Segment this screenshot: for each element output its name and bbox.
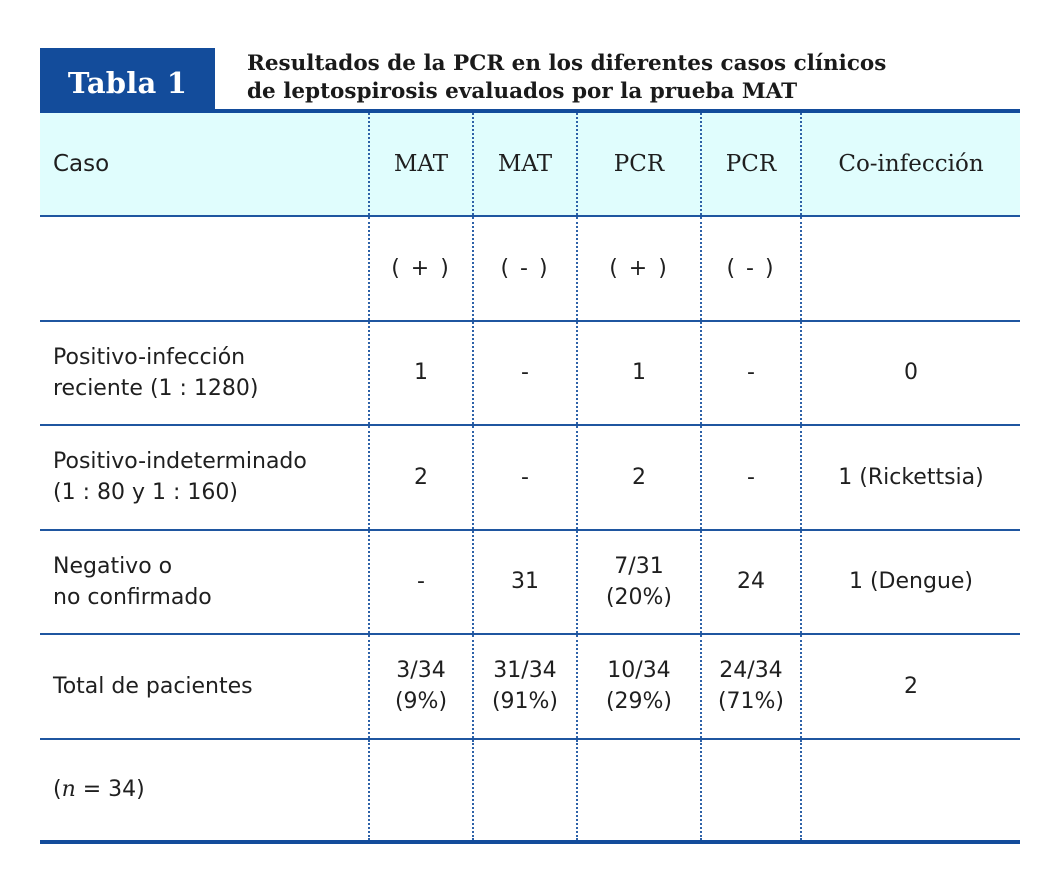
subheader-coinfeccion	[800, 217, 1020, 320]
table-title-line-1: Resultados de la PCR en los diferentes casos clínicos	[247, 51, 887, 76]
caso-line-1: Positivo-infección	[53, 344, 246, 370]
pcr-negative-percent: (71%)	[717, 689, 785, 715]
cell-coinfeccion: 2	[800, 635, 1020, 738]
pcr-positive-percent: (20%)	[605, 584, 673, 610]
cell-coinfeccion: 1 (Rickettsia)	[800, 426, 1020, 529]
results-table	[40, 113, 1020, 844]
mat-negative-percent: (91%)	[491, 689, 559, 715]
table-row	[40, 531, 1020, 636]
cell-caso	[40, 322, 368, 425]
n-symbol: n	[61, 777, 76, 802]
subheader-pcr-positive: ( + )	[576, 217, 700, 320]
cell-mat-positive: -	[368, 531, 472, 634]
pcr-positive-count: 7/31	[614, 553, 664, 579]
cell-pcr-negative: -	[700, 426, 800, 529]
subheader-caso	[40, 217, 368, 320]
caso-line-1: Positivo-indeterminado	[53, 449, 307, 475]
subheader-mat-positive: ( + )	[368, 217, 472, 320]
pcr-positive-percent: (29%)	[605, 689, 673, 715]
mat-negative-count: 31/34	[493, 658, 557, 684]
caso-line-1: Negativo o	[53, 553, 173, 579]
cell-pcr-positive: 1	[576, 322, 700, 425]
caso-line-2: (1 : 80 y 1 : 160)	[53, 480, 238, 506]
cell-mat-negative: -	[472, 426, 576, 529]
mat-positive-count: 3/34	[396, 658, 446, 684]
sample-size-note	[40, 740, 368, 840]
pcr-positive-count: 10/34	[607, 658, 671, 684]
table-footer-row	[40, 740, 1020, 844]
subheader-mat-negative: ( - )	[472, 217, 576, 320]
header-coinfeccion: Co-infección	[800, 113, 1020, 215]
table-title-line-2: de leptospirosis evaluados por la prueba MAT	[247, 79, 798, 104]
caso-line-2: no confirmado	[53, 584, 212, 610]
cell-caso: Total de pacientes	[53, 673, 253, 699]
cell-caso	[40, 531, 368, 634]
header-pcr-negative: PCR	[700, 113, 800, 215]
table-row	[40, 426, 1020, 531]
sample-size-value: = 34)	[75, 777, 145, 802]
table-label: Tabla 1	[40, 48, 215, 113]
empty-cell	[576, 740, 700, 840]
cell-mat-positive: 2	[368, 426, 472, 529]
cell-pcr-negative	[700, 635, 800, 738]
cell-pcr-positive	[576, 635, 700, 738]
cell-pcr-negative: 24	[700, 531, 800, 634]
cell-mat-negative: 31	[472, 531, 576, 634]
cell-mat-positive: 1	[368, 322, 472, 425]
cell-pcr-positive: 2	[576, 426, 700, 529]
cell-coinfeccion: 1 (Dengue)	[800, 531, 1020, 634]
empty-cell	[800, 740, 1020, 840]
cell-coinfeccion: 0	[800, 322, 1020, 425]
header-caso: Caso	[53, 150, 110, 177]
table-row	[40, 322, 1020, 427]
empty-cell	[472, 740, 576, 840]
table-title	[247, 50, 1027, 106]
subheader-pcr-negative: ( - )	[700, 217, 800, 320]
header-mat-negative: MAT	[472, 113, 576, 215]
empty-cell	[700, 740, 800, 840]
pcr-negative-count: 24/34	[719, 658, 783, 684]
header-pcr-positive: PCR	[576, 113, 700, 215]
caso-line-2: reciente (1 : 1280)	[53, 375, 259, 401]
table-subheader-row	[40, 217, 1020, 322]
cell-pcr-positive	[576, 531, 700, 634]
cell-caso	[40, 426, 368, 529]
cell-mat-negative: -	[472, 322, 576, 425]
open-paren: (	[53, 777, 62, 802]
empty-cell	[368, 740, 472, 840]
cell-mat-negative	[472, 635, 576, 738]
table-row-total	[40, 635, 1020, 740]
cell-pcr-negative: -	[700, 322, 800, 425]
header-mat-positive: MAT	[368, 113, 472, 215]
table-header-row	[40, 113, 1020, 217]
cell-mat-positive	[368, 635, 472, 738]
mat-positive-percent: (9%)	[394, 689, 448, 715]
